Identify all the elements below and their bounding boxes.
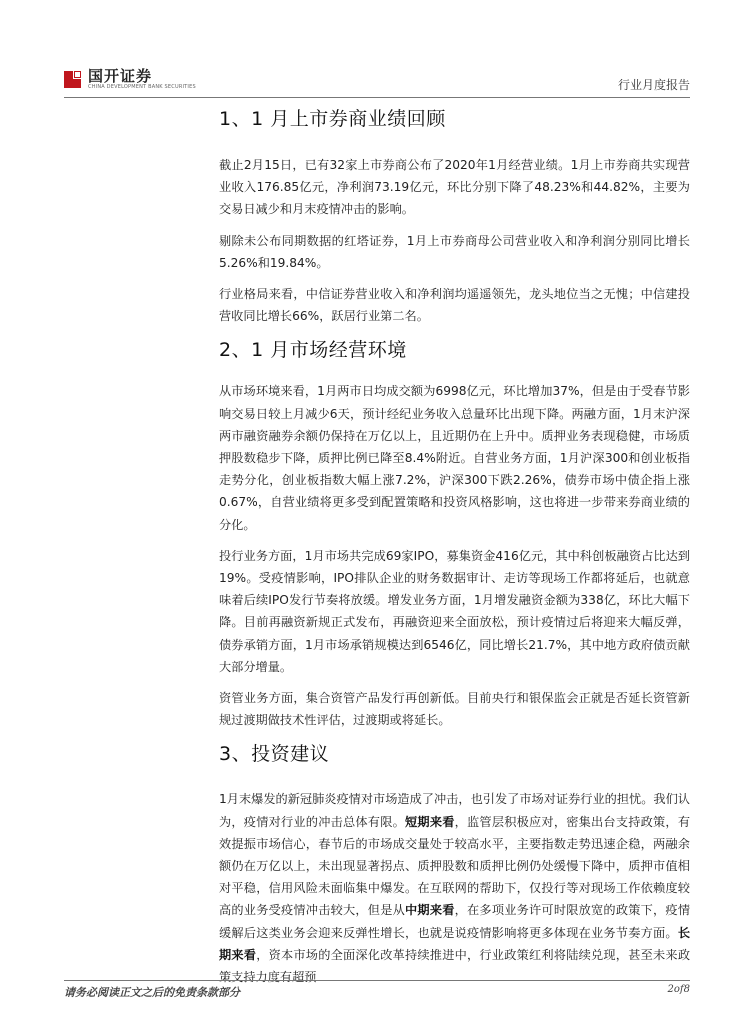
logo-name-cn: 国开证券 <box>88 67 153 85</box>
header-divider <box>64 97 690 98</box>
company-logo <box>64 68 196 90</box>
text-run: ，资本市场的全面深化改革持续推进中，行业政策红利将陆续兑现，甚至未来政策支持力度有超预 <box>219 947 691 985</box>
emphasis-short-term: 短期来看 <box>405 814 455 829</box>
page-header <box>0 0 754 100</box>
footer-divider <box>64 980 690 981</box>
report-body <box>219 102 690 988</box>
report-type-label: 行业月度报告 <box>617 78 690 92</box>
footer-disclaimer: 请务必阅读正文之后的免责条款部分 <box>64 986 240 999</box>
section-2-paragraph-3: 资管业务方面，集合资管产品发行再创新低。目前央行和银保监会正就是否延长资管新规过渡期做技术性评估，过渡期或将延长。 <box>219 691 690 728</box>
section-1-paragraph-1: 截止2月15日，已有32家上市券商公布了2020年1月经营业绩。1月上市券商共实现营业收入176.85亿元，净利润73.19亿元，环比分别下降了48.23%和44.82%，主要为交易日减少和月末疫情冲击的影响。 <box>219 158 690 217</box>
section-1-paragraph-3: 行业格局来看，中信证券营业收入和净利润均遥遥领先，龙头地位当之无愧；中信建投营收同比增长66%，跃居行业第二名。 <box>219 287 690 324</box>
text-run: ，在多项业务许可时限放宽的政策下，疫情缓解后这类业务会迎来反弹性增长，也就是说疫情影响将更多体现在业务节奏方面。 <box>219 903 691 940</box>
logo-name-en: CHINA DEVELOPMENT BANK SECURITIES <box>88 84 196 90</box>
text-run: 1月末爆发的新冠肺炎疫情对市场造成了冲击，也引发了市场对证券行业的担忧。我们认为，疫情对行业的冲击总体有限。 <box>219 792 690 829</box>
section-3-title: 3、投资建议 <box>219 743 330 766</box>
section-1-paragraph-2: 剔除未公布同期数据的红塔证券，1月上市券商母公司营业收入和净利润分别同比增长5.26%和19.84%。 <box>219 233 690 270</box>
emphasis-mid-term: 中期来看 <box>405 903 455 918</box>
section-3-paragraph-1 <box>219 788 690 988</box>
section-2-paragraph-1: 从市场环境来看，1月两市日均成交额为6998亿元，环比增加37%，但是由于受春节影响交易日较上月减少6天，预计经纪业务收入总量环比出现下降。两融方面，1月末沪深两市融资融券余额仍保持在万亿以上，且近期仍在上升中。质押业务表现稳健，市场质押股数稳步下降，质押比例已降至8.4%附近。自营业务方面，1月沪深300和创业板指走势分化，创业板指数大幅上涨7.2%，沪深300下跌2.26%，债券市场中债企指上涨0.67%，自营业绩将更多受到配置策略和投资风格影响，这也将进一步带来券商业绩的分化。 <box>219 384 690 532</box>
emphasis-long-term: 长期来看 <box>219 925 690 962</box>
section-1-title: 1、1 月上市券商业绩回顾 <box>219 108 446 130</box>
section-2-paragraph-2: 投行业务方面，1月市场共完成69家IPO，募集资金416亿元，其中科创板融资占比达到19%。受疫情影响，IPO排队企业的财务数据审计、走访等现场工作都将延后，也就意味着后续IPO发行节奏将放缓。增发业务方面，1月增发融资金额为338亿，环比大幅下降。目前再融资新规正式发布，再融资迎来全面放松，预计疫情过后将迎来大幅反弹，债券承销方面，1月市场承销规模达到6546亿，同比增长21.7%，其中地方政府债贡献大部分增量。 <box>219 548 690 674</box>
logo-mark-icon <box>64 71 81 88</box>
section-2-title: 2、1 月市场经营环境 <box>219 339 407 362</box>
page-number: 2of8 <box>667 984 690 995</box>
text-run: ，监管层积极应对，密集出台支持政策，有效提振市场信心，春节后的市场成交量处于较高水平，主要指数走势迅速企稳，两融余额仍在万亿以上，未出现显著拐点、质押股数和质押比例仍处缓慢下降中，质押市值相对平稳，信用风险未面临集中爆发。在互联网的帮助下，仅投行等对现场工作依赖度较高的业务受疫情冲击较大，但是从 <box>219 814 691 918</box>
